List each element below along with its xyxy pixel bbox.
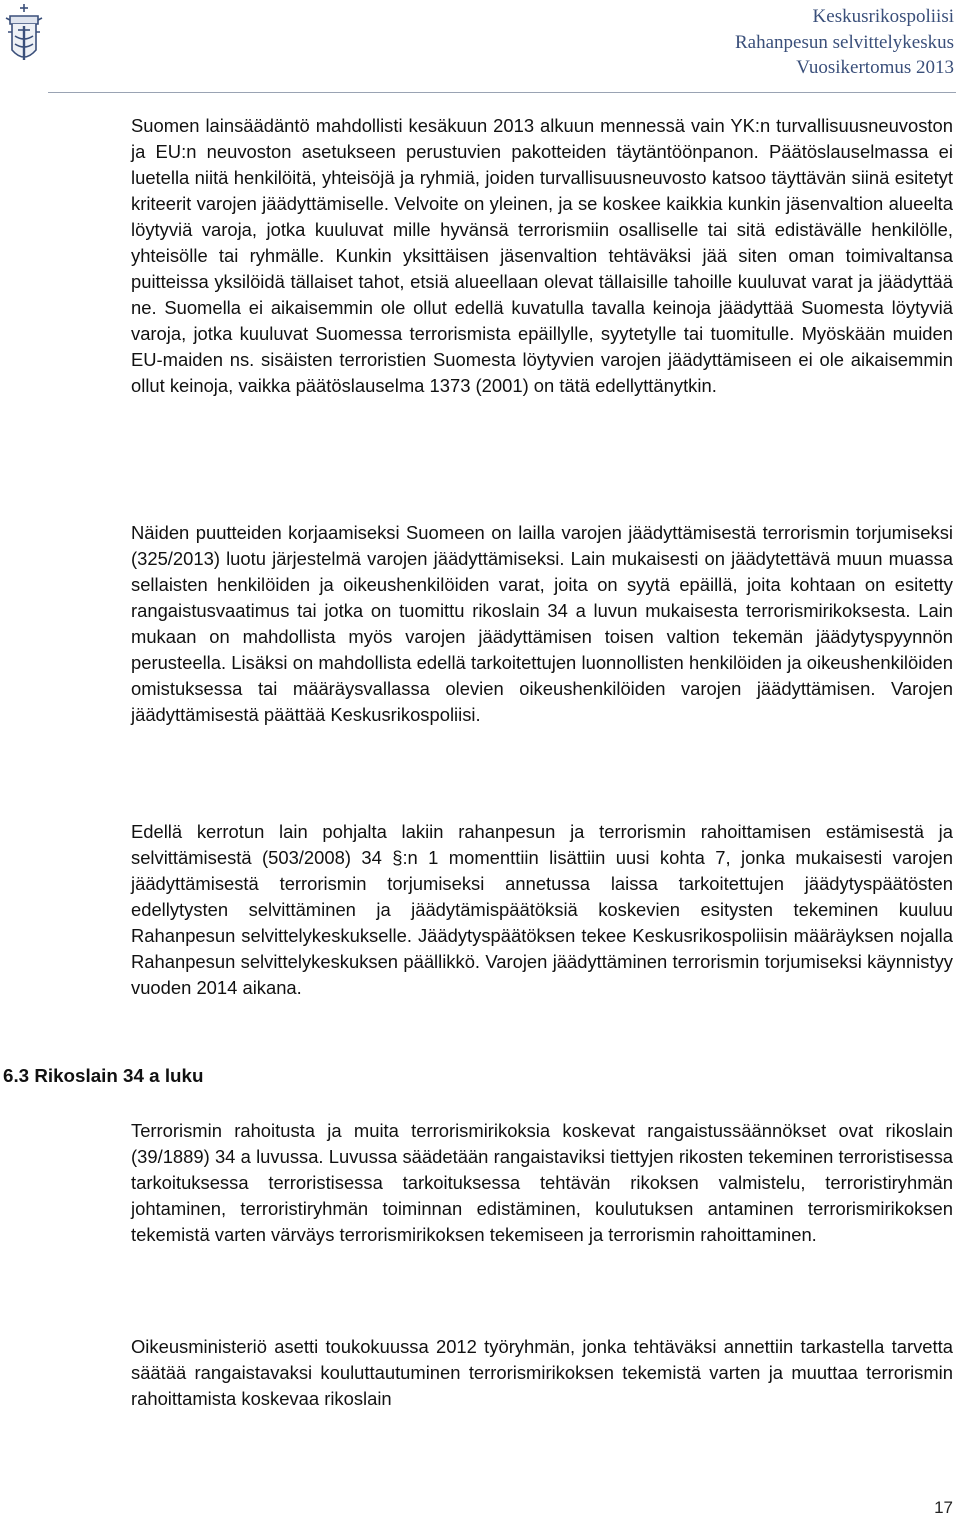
page-number: 17 [934,1498,953,1517]
paragraph-sanctions: Suomen lainsäädäntö mahdollisti kesäkuun 2013 alkuun mennessä vain YK:n turvallisuusneuvoston ja EU:n neuvoston asetukseen perustuvien pakotteiden täytäntöönpanon. Päätöslauselmassa ei luetella niitä henkilöitä, yhteisöjä ja ryhmiä, joiden turvallisuusneuvosto katsoo täyttävän siinä esitetyt kriteerit varojen jäädyttämiselle. Velvoite on yleinen, ja se koskee kaikkia kunkin jäsenvaltion alueelta löytyviä varoja, jotka kuuluvat mille hyvänsä terrorismiin osalliselle tai sitä edistävälle henkilölle, yhteisölle tai ryhmälle. Kunkin yksittäisen jäsenvaltion tehtäväksi jää siten oman toimivaltansa puitteissa yksilöidä tällaiset tahot, etsiä alueellaan olevat tällaisille tahoille kuuluvat varat ja jäädyttää ne. Suomella ei aikaisemmin ole ollut edellä kuvatulla tavalla keinoja jäädyttää Suomesta löytyviä varoja, jotka kuuluvat Suomessa terrorismista epäillylle, syytetylle tai tuomitulle. Myöskään muiden EU-maiden ns. sisäisten terroristien Suomesta löytyvien varojen jäädyttämiseen ei ole aikaisemmin ollut keinoja, vaikka päätöslauselma 1373 (2001) on tätä edellyttänytkin. [131,115,953,396]
police-emblem-icon [4,2,44,70]
header-report: Vuosikertomus 2013 [796,57,954,78]
paragraph-fiu-duties: Edellä kerrotun lain pohjalta lakiin rahanpesun ja terrorismin rahoittamisen estämisestä ja selvittämisestä (503/2008) 34 §:n 1 momenttiin lisättiin uusi kohta 7, jonka mukaisesti varojen jäädyttämisestä terrorismin torjumiseksi annetussa laissa tarkoitettujen jäädytyspäätösten edellytysten selvittäminen ja jäädytämispäätöksiä koskevien esitysten tekeminen kuuluu Rahanpesun selvittelykeskukselle. Jäädytyspäätöksen tekee Keskusrikospoliisin määräyksen nojalla Rahanpesun selvittelykeskuksen päällikkö. Varojen jäädyttäminen terrorismin torjumiseksi käynnistyy vuoden 2014 aikana. [131,821,953,998]
header-org: Keskusrikospoliisi [812,6,954,27]
paragraph-freezing-law: Näiden puutteiden korjaamiseksi Suomeen on lailla varojen jäädyttämisestä terrorismin torjumiseksi (325/2013) luotu järjestelmä varojen jäädyttämiseksi. Lain mukaisesti on jäädytettävä muun muassa sellaisten henkilöiden ja oikeushenkilöiden varat, joita on syytä epäillä, joita kohtaan on esitetty rangaistusvaatimus tai jotka on tuomittu rikoslain 34 a luvun mukaisesta terrorismirikoksesta. Lain mukaan on mahdollista myös varojen jäädyttämisen toisen valtion tekemän jäädytyspyynnön perusteella. Lisäksi on mahdollista edellä tarkoitettujen luonnollisten henkilöiden ja oikeushenkilöiden omistuksessa tai määräysvallassa olevien oikeushenkilöiden varojen jäädyttämisen. Varojen jäädyttämisestä päättää Keskusrikospoliisi. [131,522,953,725]
page-header [735,4,954,81]
paragraph-criminal-code: Terrorismin rahoitusta ja muita terrorismirikoksia koskevat rangaistussäännökset ovat rikoslain (39/1889) 34 a luvussa. Luvussa säädetään rangaistaviksi tiettyjen rikosten tekeminen terroristisessa tarkoituksessa terroristisessa tarkoituksessa tehtävän rikoksen valmistelu, terroristiryhmän johtaminen, terroristiryhmän toiminnan edistäminen, koulutuksen antaminen terrorismirikoksen tekemistä varten värväys terrorismirikoksen tekemiseen ja terrorismin rahoittaminen. [131,1120,953,1245]
section-heading: 6.3 Rikoslain 34 a luku [3,1065,204,1086]
paragraph-working-group: Oikeusministeriö asetti toukokuussa 2012 työryhmän, jonka tehtäväksi annettiin tarkastella tarvetta säätää rangaistavaksi kouluttautuminen terrorismirikoksen tekemistä varten ja muuttaa terrorismin rahoittamista koskevaa rikoslain [131,1336,953,1409]
header-unit: Rahanpesun selvittelykeskus [735,31,954,53]
header-divider [48,92,956,93]
